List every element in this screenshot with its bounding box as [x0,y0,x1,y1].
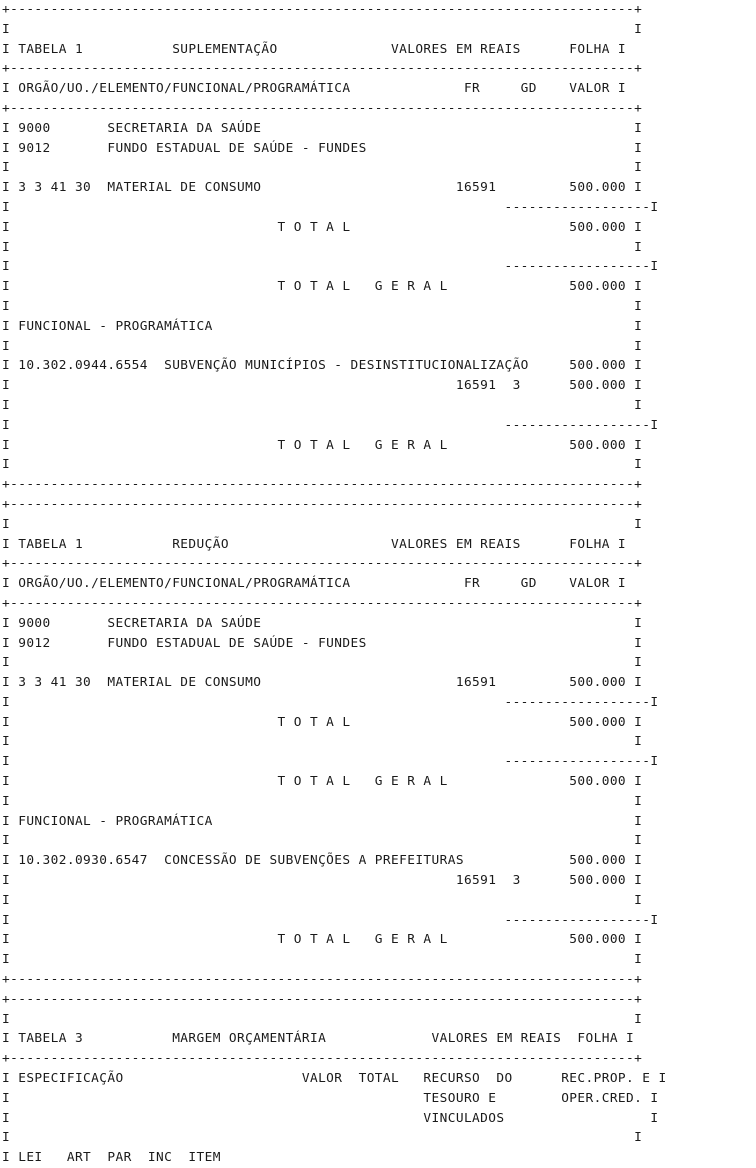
report-line: I I [2,734,643,750]
report-line: I I [2,952,643,968]
report-line: I ------------------I [2,912,659,928]
report-line: I ------------------I [2,259,659,275]
report-line: +-----------------------------------------------------------------------------+ [2,1051,643,1067]
report-line: I FUNCIONAL - PROGRAMÁTICA I [2,318,643,334]
report-line: I I [2,457,643,473]
report-line: +-----------------------------------------------------------------------------+ [2,100,643,116]
report-line: I ORGÃO/UO./ELEMENTO/FUNCIONAL/PROGRAMÁTICA FR GD VALOR I [2,576,627,592]
report-line: I I [2,655,643,671]
report-line: I TESOURO E OPER.CRED. I [2,1090,659,1106]
report-line: I ORGÃO/UO./ELEMENTO/FUNCIONAL/PROGRAMÁTICA FR GD VALOR I [2,81,627,97]
report-line: I I [2,239,643,255]
report-line: I I [2,833,643,849]
report-line: I 9012 FUNDO ESTADUAL DE SAÚDE - FUNDES I [2,635,643,651]
report-line: I T O T A L G E R A L 500.000 I [2,437,643,453]
report-line: I 9000 SECRETARIA DA SAÚDE I [2,615,643,631]
report-line: +-----------------------------------------------------------------------------+ [2,991,643,1007]
report-line: I ESPECIFICAÇÃO VALOR TOTAL RECURSO DO REC.PROP. E I [2,1071,667,1087]
report-line: +-----------------------------------------------------------------------------+ [2,496,643,512]
report-line: I T O T A L 500.000 I [2,219,643,235]
report-line: I 10.302.0930.6547 CONCESSÃO DE SUBVENÇÕES A PREFEITURAS 500.000 I [2,853,643,869]
report-line: I I [2,516,643,532]
budget-report-sheet [2,0,667,1168]
report-line: +-----------------------------------------------------------------------------+ [2,2,643,17]
report-line: I TABELA 1 REDUÇÃO VALORES EM REAIS FOLHA I [2,536,627,552]
report-line: I I [2,160,643,176]
report-section [2,495,667,990]
report-line: I I [2,397,643,413]
report-line: I ------------------I [2,199,659,215]
report-line: I ------------------I [2,754,659,770]
report-line: I T O T A L G E R A L 500.000 I [2,279,643,295]
report-line: I I [2,21,643,37]
report-line: I 3 3 41 30 MATERIAL DE CONSUMO 16591 500.000 I [2,180,643,196]
report-line: +-----------------------------------------------------------------------------+ [2,61,643,77]
report-section [2,0,667,495]
report-line: I 16591 3 500.000 I [2,378,643,394]
report-line: I FUNCIONAL - PROGRAMÁTICA I [2,813,643,829]
report-line: I 3 3 41 30 MATERIAL DE CONSUMO 16591 500.000 I [2,675,643,691]
report-line: I I [2,793,643,809]
report-line: I T O T A L G E R A L 500.000 I [2,932,643,948]
report-line: +-----------------------------------------------------------------------------+ [2,556,643,572]
report-line: I TABELA 1 SUPLEMENTAÇÃO VALORES EM REAIS FOLHA I [2,41,627,57]
report-line: I I [2,892,643,908]
report-line: +-----------------------------------------------------------------------------+ [2,595,643,611]
report-line: I ------------------I [2,417,659,433]
report-line: I VINCULADOS I [2,1110,659,1126]
report-line: +-----------------------------------------------------------------------------+ [2,972,643,988]
report-line: I 9000 SECRETARIA DA SAÚDE I [2,120,643,136]
report-line: I 10.302.0944.6554 SUBVENÇÃO MUNICÍPIOS - DESINSTITUCIONALIZAÇÃO 500.000 I [2,358,643,374]
report-line: I 16591 3 500.000 I [2,873,643,889]
report-section [2,990,667,1168]
report-line: I I [2,1130,643,1146]
report-line: I TABELA 3 MARGEM ORÇAMENTÁRIA VALORES EM REAIS FOLHA I [2,1031,635,1047]
report-line: I I [2,1011,643,1027]
report-line: I LEI ART PAR INC ITEM [2,1150,221,1166]
report-line: +-----------------------------------------------------------------------------+ [2,477,643,493]
report-line: I T O T A L 500.000 I [2,714,643,730]
report-line: I ------------------I [2,694,659,710]
report-line: I 9012 FUNDO ESTADUAL DE SAÚDE - FUNDES I [2,140,643,156]
report-line: I T O T A L G E R A L 500.000 I [2,774,643,790]
report-line: I I [2,338,643,354]
report-line: I I [2,298,643,314]
